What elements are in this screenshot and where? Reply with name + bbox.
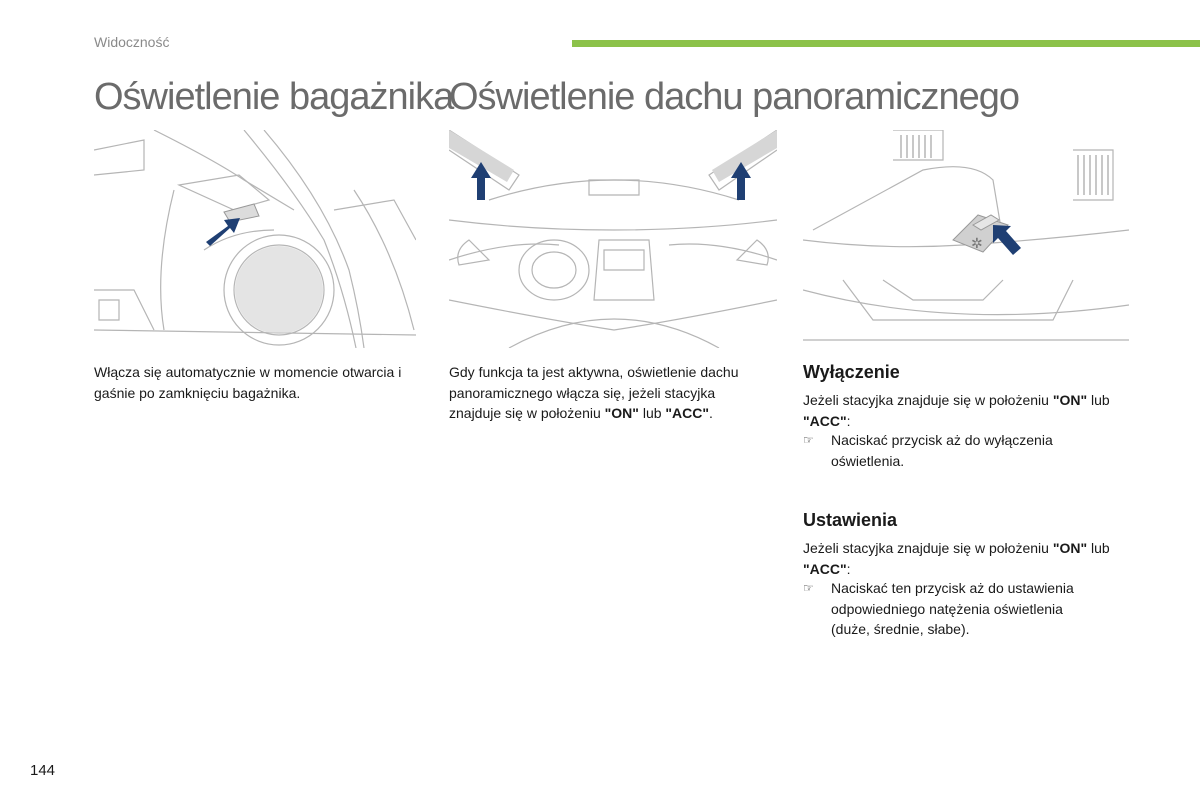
header-section: Widoczność: [94, 34, 170, 50]
settings-description: Jeżeli stacyjka znajduje się w położeniu "ON" lub "ACC":: [803, 540, 1110, 577]
off-description: Jeżeli stacyjka znajduje się w położeniu "ON" lub "ACC":: [803, 392, 1110, 429]
arrow-icon: [993, 225, 1021, 255]
off-bullet: ☞ Naciskać przycisk aż do wyłączenia oświetlenia.: [803, 432, 1053, 469]
roof-description: Gdy funkcja ta jest aktywna, oświetlenie dachu panoramicznego włącza się, jeżeli stacyjka znajduje się w położeniu "ON" lub "ACC".: [449, 364, 739, 421]
pointing-hand-icon: ☞: [803, 581, 814, 595]
boot-description: Włącza się automatycznie w momencie otwarcia i gaśnie po zamknięciu bagażnika.: [94, 364, 402, 401]
boot-light-title: Oświetlenie bagażnika: [94, 76, 454, 118]
arrow-icon: [206, 218, 240, 246]
off-heading: Wyłączenie: [803, 362, 900, 382]
svg-text:✲: ✲: [971, 236, 983, 252]
roof-light-title: Oświetlenie dachu panoramicznego: [449, 76, 1020, 118]
page-number: 144: [30, 762, 56, 779]
settings-heading: Ustawienia: [803, 510, 898, 530]
roof-illustration: [449, 130, 777, 348]
pointing-hand-icon: ☞: [803, 433, 814, 447]
header-accent-bar: [572, 40, 1200, 47]
settings-bullet: ☞ Naciskać ten przycisk aż do ustawienia odpowiedniego natężenia oświetlenia (duże, średnie, słabe).: [803, 580, 1074, 637]
control-illustration: [803, 130, 1129, 348]
boot-illustration: [94, 130, 416, 348]
